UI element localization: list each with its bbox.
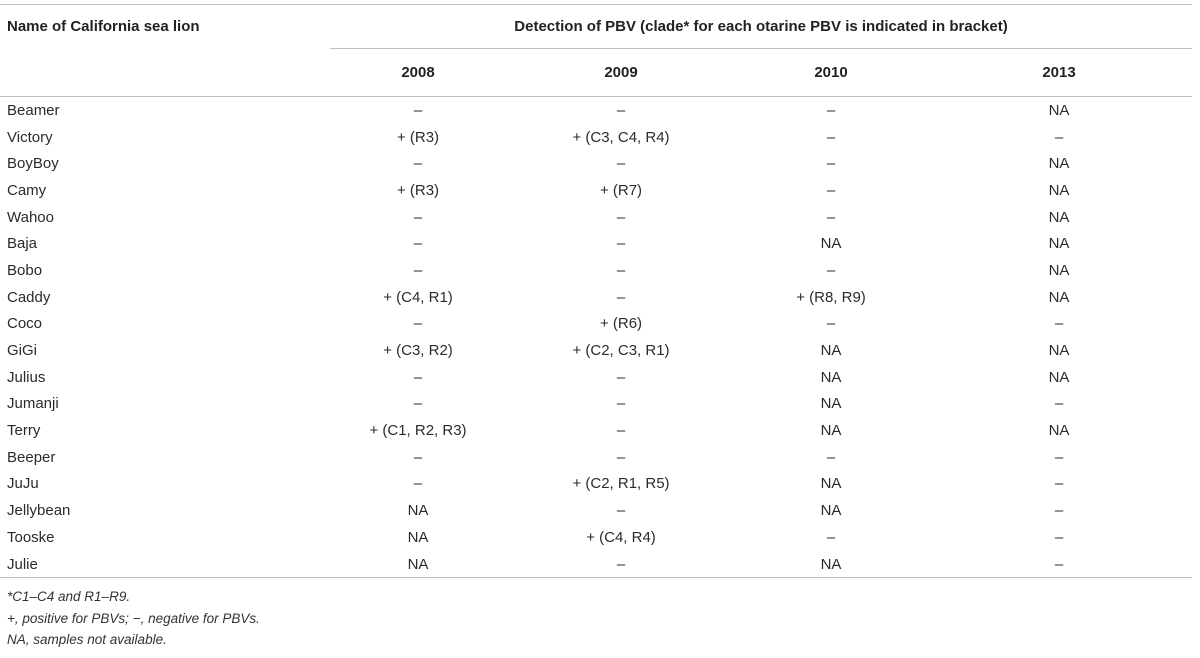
detection-cell-2009: –: [506, 551, 736, 578]
detection-cell-2008: –: [413, 448, 423, 466]
table-row: [0, 97, 1192, 124]
table-row: [0, 204, 1192, 231]
detection-cell-2009: –: [616, 235, 626, 253]
table-row: [0, 150, 1192, 177]
table-row: [0, 337, 1192, 364]
detection-cell-2009: –: [616, 288, 626, 306]
detection-cell-2010: NA: [820, 368, 842, 386]
detection-cell-2008: NA: [330, 551, 506, 578]
sea-lion-name: GiGi: [7, 342, 37, 360]
detection-cell-2010: NA: [820, 342, 842, 360]
detection-cell-2010: –: [826, 261, 836, 279]
detection-cell-2013: –: [1054, 502, 1064, 520]
detection-cell-2009: –: [616, 368, 626, 386]
sea-lion-name: Baja: [7, 235, 38, 253]
detection-cell-2010: –: [826, 181, 836, 199]
table-row: [0, 177, 1192, 204]
detection-cell-2008: –: [413, 155, 423, 173]
sea-lion-name: Coco: [7, 315, 43, 333]
footnotes: [7, 586, 260, 651]
year-header-2010: 2010: [736, 49, 926, 97]
detection-cell-2008: NA: [407, 528, 429, 546]
table-row: [0, 417, 1192, 444]
detection-cell-2013: NA: [1048, 155, 1070, 173]
table-row: [0, 524, 1192, 551]
detection-cell-2009: –: [616, 261, 626, 279]
table-body: [0, 97, 1192, 578]
detection-cell-2010: –: [826, 128, 836, 146]
sea-lion-name: BoyBoy: [7, 155, 59, 173]
detection-cell-2013: NA: [1048, 261, 1070, 279]
detection-cell-2013: –: [926, 551, 1192, 578]
year-header-2013: 2013: [926, 49, 1192, 97]
detection-cell-2010: + (R8, R9): [796, 288, 866, 306]
detection-cell-2008: –: [413, 315, 423, 333]
sea-lion-name: Bobo: [7, 261, 43, 279]
detection-column-header: Detection of PBV (clade* for each otarine PBV is indicated in bracket): [330, 5, 1192, 49]
detection-cell-2010: –: [826, 101, 836, 119]
detection-cell-2010: –: [826, 448, 836, 466]
detection-cell-2010: NA: [820, 395, 842, 413]
detection-cell-2009: –: [616, 101, 626, 119]
table-row: [0, 391, 1192, 418]
detection-cell-2010: –: [826, 315, 836, 333]
sea-lion-name: Wahoo: [7, 208, 54, 226]
detection-cell-2013: –: [1054, 315, 1064, 333]
detection-cell-2008: –: [413, 235, 423, 253]
table-row: [0, 284, 1192, 311]
sea-lion-name: Jumanji: [7, 395, 59, 413]
detection-cell-2013: NA: [1048, 288, 1070, 306]
table-row: [0, 364, 1192, 391]
detection-cell-2008: –: [413, 475, 423, 493]
sea-lion-name: Tooske: [7, 528, 55, 546]
detection-cell-2008: + (R3): [396, 128, 440, 146]
detection-cell-2013: NA: [1048, 422, 1070, 440]
detection-cell-2009: –: [616, 502, 626, 520]
detection-cell-2013: NA: [1048, 342, 1070, 360]
detection-cell-2010: NA: [736, 551, 926, 578]
sea-lion-name: Jellybean: [7, 502, 71, 520]
pbv-detection-table: [0, 4, 1192, 578]
detection-cell-2008: –: [413, 395, 423, 413]
table-row: [0, 257, 1192, 284]
detection-cell-2009: + (C4, R4): [586, 528, 656, 546]
detection-cell-2010: NA: [820, 502, 842, 520]
detection-cell-2013: –: [1054, 448, 1064, 466]
table-row: [0, 471, 1192, 498]
detection-cell-2009: + (C2, R1, R5): [572, 475, 670, 493]
name-column-header: Name of California sea lion: [0, 5, 330, 97]
detection-cell-2008: –: [413, 208, 423, 226]
sea-lion-name: Julie: [0, 551, 330, 578]
detection-cell-2009: –: [616, 208, 626, 226]
detection-cell-2013: NA: [1048, 208, 1070, 226]
detection-cell-2008: + (C4, R1): [383, 288, 453, 306]
detection-cell-2008: –: [413, 368, 423, 386]
footnote-positive-negative: +, positive for PBVs; −, negative for PBVs.: [7, 610, 260, 626]
detection-cell-2009: + (R7): [599, 181, 643, 199]
detection-cell-2010: NA: [820, 235, 842, 253]
detection-cell-2013: –: [1054, 475, 1064, 493]
detection-cell-2013: NA: [1048, 235, 1070, 253]
detection-cell-2013: NA: [1048, 368, 1070, 386]
table-row: [0, 551, 1192, 578]
year-header-2009: 2009: [506, 49, 736, 97]
sea-lion-name: Terry: [7, 422, 41, 440]
footnote-clades: *C1–C4 and R1–R9.: [7, 589, 131, 604]
footnote-na: NA, samples not available.: [7, 632, 167, 647]
detection-cell-2008: + (R3): [396, 181, 440, 199]
detection-cell-2010: –: [826, 528, 836, 546]
detection-cell-2008: + (C1, R2, R3): [369, 422, 467, 440]
detection-cell-2009: –: [616, 448, 626, 466]
detection-cell-2010: –: [826, 155, 836, 173]
detection-cell-2008: –: [413, 261, 423, 279]
detection-cell-2010: NA: [820, 422, 842, 440]
sea-lion-name: Julius: [7, 368, 46, 386]
sea-lion-name: Beeper: [7, 448, 56, 466]
sea-lion-name: Caddy: [7, 288, 51, 306]
detection-cell-2009: –: [616, 155, 626, 173]
detection-cell-2013: NA: [1048, 101, 1070, 119]
detection-cell-2009: –: [616, 422, 626, 440]
detection-cell-2013: NA: [1048, 181, 1070, 199]
detection-cell-2009: –: [616, 395, 626, 413]
header-row-top: [0, 5, 1192, 49]
detection-cell-2009: + (R6): [599, 315, 643, 333]
detection-cell-2008: –: [413, 101, 423, 119]
sea-lion-name: Beamer: [7, 101, 60, 119]
table-row: [0, 230, 1192, 257]
detection-cell-2013: –: [1054, 395, 1064, 413]
sea-lion-name: Camy: [7, 181, 47, 199]
year-header-2008: 2008: [330, 49, 506, 97]
table-row: [0, 444, 1192, 471]
detection-cell-2013: –: [1054, 528, 1064, 546]
table-row: [0, 124, 1192, 151]
detection-cell-2013: –: [1054, 128, 1064, 146]
table-row: [0, 497, 1192, 524]
detection-cell-2008: + (C3, R2): [383, 342, 453, 360]
detection-cell-2009: + (C2, C3, R1): [572, 342, 670, 360]
detection-cell-2010: NA: [820, 475, 842, 493]
detection-cell-2009: + (C3, C4, R4): [572, 128, 670, 146]
sea-lion-name: Victory: [7, 128, 53, 146]
detection-cell-2010: –: [826, 208, 836, 226]
detection-cell-2008: NA: [407, 502, 429, 520]
table-row: [0, 311, 1192, 338]
sea-lion-name: JuJu: [7, 475, 39, 493]
